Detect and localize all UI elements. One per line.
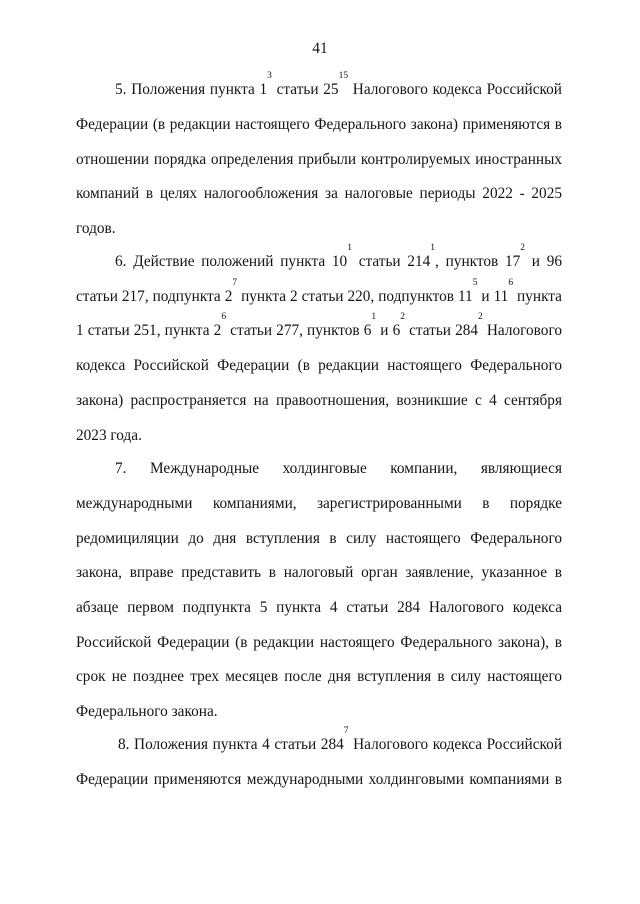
paragraph-7-line-5: абзаце первом подпункта 5 пункта 4 статьи 284 Налогового кодекса xyxy=(76,599,562,616)
paragraph-6-line-4: кодекса Российской Федерации (в редакции настоящего Федерального xyxy=(76,357,562,374)
paragraph-6-line-6: 2023 года. xyxy=(76,427,142,444)
superscript-index: 7 xyxy=(232,278,238,288)
superscript-index: 1 xyxy=(347,243,352,253)
paragraph-6-line-2: статьи 217, подпункта $2^7$ пункта 2 статьи 220, подпунктов $11^5$ и $11^6$ пункта xyxy=(76,278,562,305)
superscript-index: 2 xyxy=(520,243,526,253)
paragraph-5-line-4: компаний в целях налогообложения за налоговые периоды 2022 - 2025 xyxy=(76,185,562,202)
paragraph-5-line-1: 5. Положения пункта $1^3$ статьи $25^{15}$ Налогового кодекса Российской xyxy=(115,71,562,98)
paragraph-5-line-5: годов. xyxy=(76,220,116,237)
paragraph-8-line-2: Федерации применяются международными холдинговыми компаниями в xyxy=(76,771,562,788)
superscript-index: 6 xyxy=(508,278,514,288)
paragraph-5-line-2: Федерации (в редакции настоящего Федерального закона) применяются в xyxy=(76,116,562,133)
superscript-index: 3 xyxy=(267,71,272,81)
superscript-index: 5 xyxy=(472,278,478,288)
page-number: 41 xyxy=(312,40,328,57)
paragraph-7-line-7: срок не позднее трех месяцев после дня вступления в силу настоящего xyxy=(76,668,562,685)
paragraph-6-line-3: 1 статьи 251, пункта $2^6$ статьи 277, пунктов $6^1$ и $6^2$ статьи $284^2$ Налогового xyxy=(76,312,562,339)
paragraph-7-line-3: редомициляции до дня вступления в силу настоящего Федерального xyxy=(76,530,562,547)
superscript-index: 7 xyxy=(343,726,349,736)
paragraph-6-line-1: 6. Действие положений пункта $10^1$ статьи $214^1$, пунктов $17^2$ и 96 xyxy=(115,243,563,270)
superscript-index: 1 xyxy=(430,243,436,253)
paragraph-8-line-1: 8. Положения пункта 4 статьи $284^7$ Налогового кодекса Российской xyxy=(118,726,563,753)
paragraph-6-line-5: закона) распространяется на правоотношения, возникшие с 4 сентября xyxy=(76,392,562,409)
paragraph-5-line-3: отношении порядка определения прибыли контролируемых иностранных xyxy=(76,151,562,168)
superscript-index: 1 xyxy=(371,312,377,322)
superscript-index: 6 xyxy=(221,312,227,322)
paragraph-7-line-1: 7. Международные холдинговые компании, являющиеся xyxy=(115,460,562,477)
paragraph-7-line-6: Российской Федерации (в редакции настоящего Федерального закона), в xyxy=(76,634,562,651)
superscript-index: 2 xyxy=(478,312,483,322)
superscript-index: 15 xyxy=(338,71,349,81)
paragraph-7-line-4: закона, вправе представить в налоговый орган заявление, указанное в xyxy=(76,564,562,581)
paragraph-7-line-8: Федерального закона. xyxy=(76,703,218,720)
paragraph-7-line-2: международными компаниями, зарегистрированными в порядке xyxy=(76,495,562,512)
superscript-index: 2 xyxy=(400,312,405,322)
